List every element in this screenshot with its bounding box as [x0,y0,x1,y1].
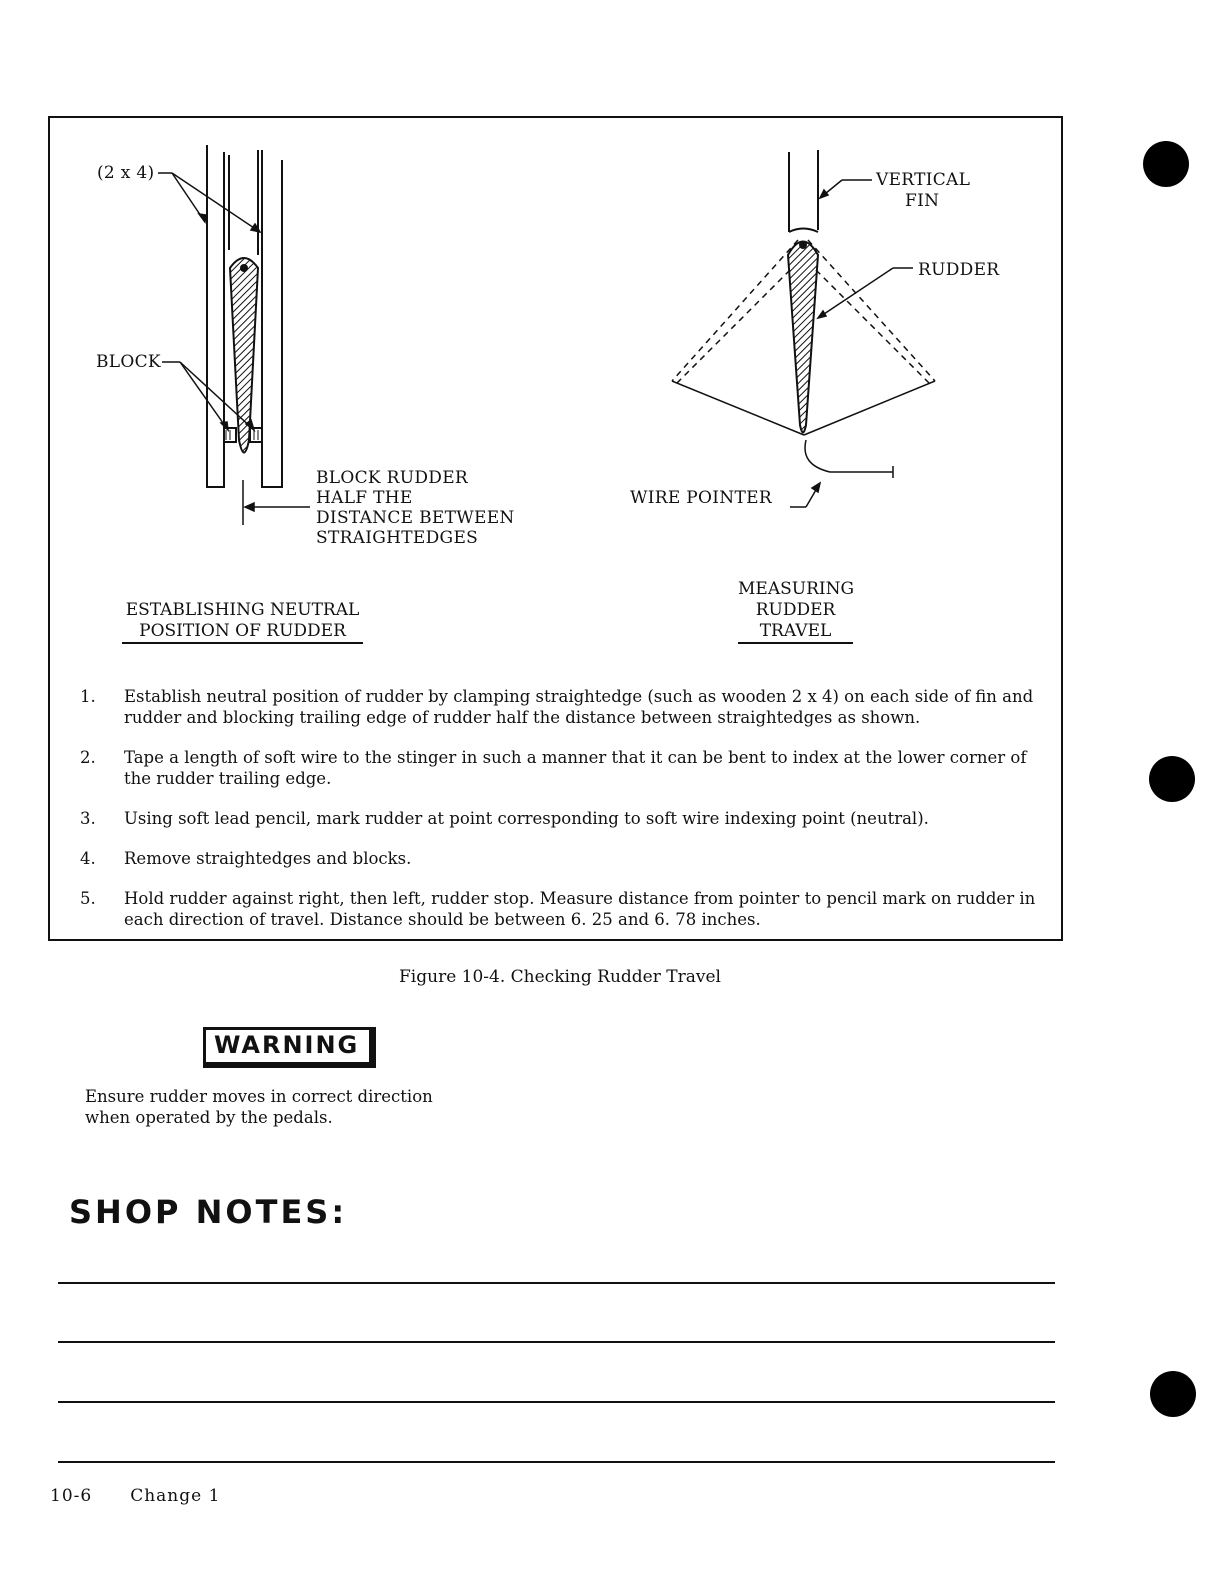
vertical-fin-right [789,150,818,232]
label-block-rudder-line: DISTANCE BETWEEN [316,508,515,528]
step-text: Remove straightedges and blocks. [124,849,412,868]
right-diagram-title [738,579,853,644]
step-item [80,747,1040,789]
left-title-line2: POSITION OF RUDDER [122,621,363,644]
page-footer [50,1486,220,1506]
step-number: 5. [80,889,96,908]
step-number: 1. [80,687,96,706]
label-block-rudder-line: STRAIGHTEDGES [316,528,479,548]
step-item [80,808,1040,829]
step-item [80,686,1040,728]
label-block-rudder-line: BLOCK RUDDER [316,468,469,488]
label-2x4: (2 x 4) [97,163,155,183]
right-title-line1: MEASURING [738,579,855,599]
page-number: 10-6 [50,1486,93,1506]
right-title-line2: RUDDER [755,600,836,620]
rudder-hatched-right [788,241,818,433]
step-number: 3. [80,809,96,828]
label-block: BLOCK [96,352,161,372]
step-number: 4. [80,849,96,868]
warning-text-line2: when operated by the pedals. [85,1108,333,1127]
figure-caption: Figure 10-4. Checking Rudder Travel [399,967,721,987]
label-fin: FIN [905,191,940,211]
rudder-hatched-left [224,258,262,453]
label-block-rudder [316,468,515,548]
warning-badge: WARNING [203,1027,376,1068]
binder-hole [1149,756,1195,802]
shop-notes-title: SHOP NOTES: [69,1193,348,1231]
notes-line [58,1401,1055,1403]
procedure-steps [80,686,1040,949]
change-label: Change 1 [130,1486,221,1506]
right-title-line3: TRAVEL [738,621,853,644]
label-vertical: VERTICAL [876,170,971,190]
left-diagram-title [122,600,363,644]
step-item [80,848,1040,869]
notes-line [58,1282,1055,1284]
step-text: Hold rudder against right, then left, rudder stop. Measure distance from pointer to pencil mark on rudder in each direction of travel. Distance should be between 6. 25 and 6. 78 inches. [124,889,1036,929]
warning-text-line1: Ensure rudder moves in correct direction [85,1087,433,1106]
label-wire-pointer: WIRE POINTER [630,488,772,508]
step-number: 2. [80,748,96,767]
notes-line [58,1461,1055,1463]
binder-hole [1143,141,1189,187]
step-item [80,888,1040,930]
step-text: Using soft lead pencil, mark rudder at point corresponding to soft wire indexing point (neutral). [124,809,929,828]
label-block-rudder-line: HALF THE [316,488,413,508]
label-rudder: RUDDER [918,260,1000,280]
warning-text [85,1086,433,1128]
step-text: Establish neutral position of rudder by clamping straightedge (such as wooden 2 x 4) on each side of fin and rudder and blocking trailing edge of rudder half the distance between straightedges as shown. [124,687,1034,727]
binder-hole [1150,1371,1196,1417]
left-title-line1: ESTABLISHING NEUTRAL [125,600,360,620]
step-text: Tape a length of soft wire to the stinger in such a manner that it can be bent to index at the lower corner of the rudder trailing edge. [124,748,1027,788]
notes-line [58,1341,1055,1343]
